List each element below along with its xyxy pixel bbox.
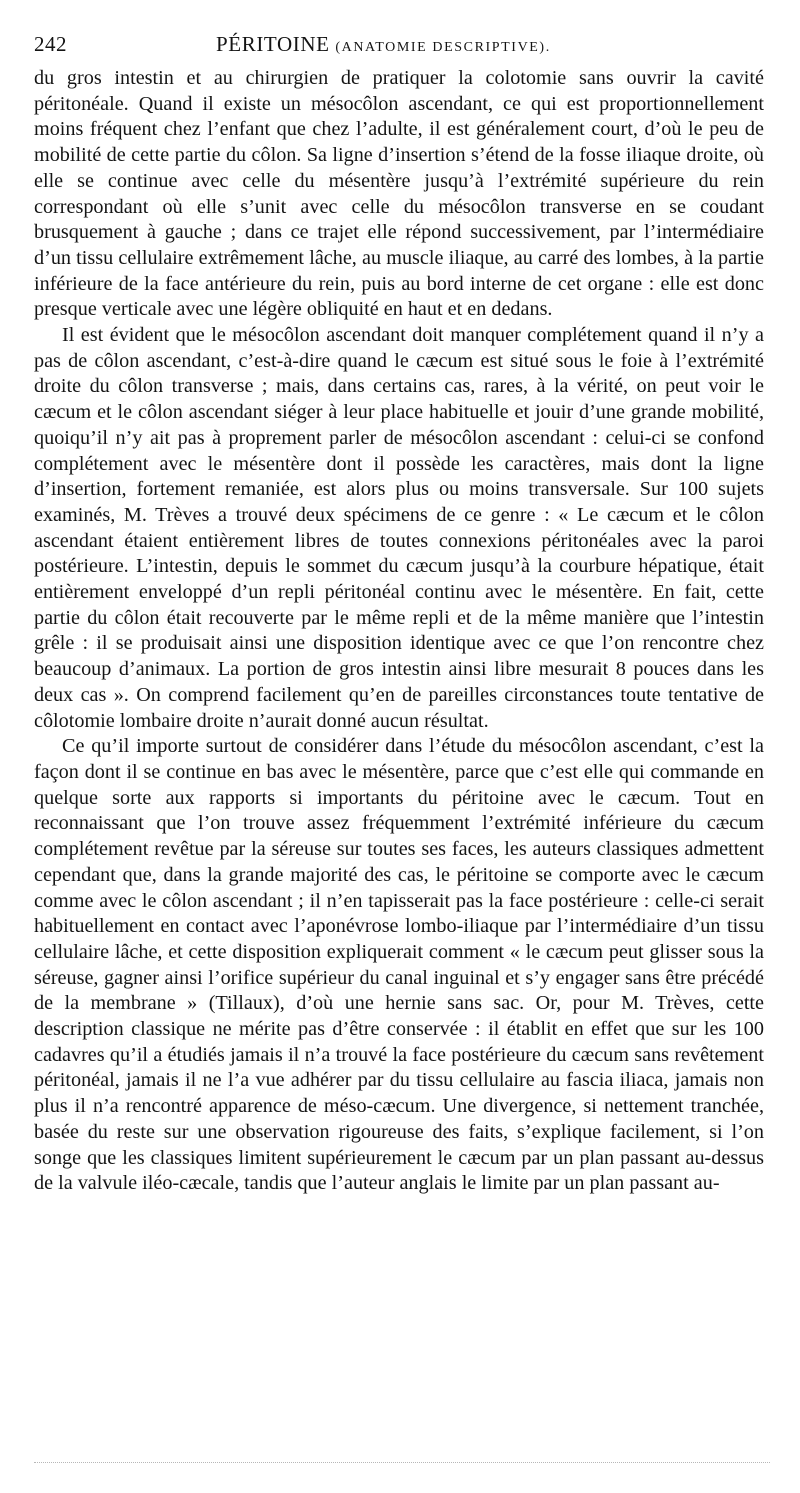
footer-divider (34, 1462, 770, 1463)
paragraph-mesocolon-absence: Il est évident que le mésocôlon ascendant doit manquer complétement quand il n’y a pas de côlon ascendant, c’est-à-dire quand le cæcum est situé sous le foie à l’extrémité droite du côlon transverse ; mais, dans certains cas, rares, à la vérité, on peut voir le cæcum et le côlon ascendant siéger à leur place habituelle et jouir d’une grande mobilité, quoiqu’il n’y ait pas à proprement parler de mésocôlon ascendant : celui-ci se confond complétement avec le mésentère dont il possède les caractères, mais dont la ligne d’insertion, fortement remaniée, est alors plus ou moins transversale. Sur 100 sujets examinés, M. Trèves a trouvé deux spécimens de ce genre : « Le cæcum et le côlon ascendant étaient entièrement libres de toutes connexions péritonéales avec la paroi postérieure. L’intestin, depuis le sommet du cæcum jusqu’à la courbure hépatique, était entièrement enveloppé d’un repli péritonéal continu avec le mésentère. En fait, cette partie du côlon était recouverte par le même repli et de la même manière que l’intestin grêle : il se produisait ainsi une disposition identique avec ce que l’on rencontre chez beaucoup d’animaux. La portion de gros intestin ainsi libre mesurait 8 pouces dans les deux cas ». On comprend facilement qu’en de pareilles circonstances toute tentative de côlotomie lombaire droite n’aurait donné aucun résultat. (34, 324, 764, 732)
running-title-main: PÉRITOINE (216, 32, 330, 56)
body-text (34, 66, 764, 1197)
paragraph-continued: du gros intestin et au chirurgien de pratiquer la colotomie sans ouvrir la cavité péritonéale. Quand il existe un mésocôlon ascendant, ce qui est proportionnellement moins fréquent chez l’enfant que chez l’adulte, il est généralement court, d’où le peu de mobilité de cette partie du côlon. Sa ligne d’insertion s’étend de la fosse iliaque droite, où elle se continue avec celle du mésentère jusqu’à l’extrémité supérieure du rein correspondant où elle s’unit avec celle du mésocôlon transverse en se coudant brusquement à gauche ; dans ce trajet elle répond successivement, par l’intermédiaire d’un tissu cellulaire extrêmement lâche, au muscle iliaque, au carré des lombes, à la partie inférieure de la face antérieure du rein, puis au bord interne de cet organe : elle est donc presque verticale avec une légère obliquité en haut et en dedans. (34, 67, 764, 321)
running-title (216, 32, 551, 57)
page-number: 242 (34, 32, 67, 56)
paragraph-caecum-relations: Ce qu’il importe surtout de considérer dans l’étude du mésocôlon ascendant, c’est la façon dont il se continue en bas avec le mésentère, parce que c’est elle qui commande en quelque sorte aux rapports si importants du péritoine avec le cæcum. Tout en reconnaissant que l’on trouve assez fréquemment l’extrémité inférieure du cæcum complétement revêtue par la séreuse sur toutes ses faces, les auteurs classiques admettent cependant que, dans la grande majorité des cas, le péritoine se comporte avec le cæcum comme avec le côlon ascendant ; il n’en tapisserait pas la face postérieure : celle-ci serait habituellement en contact avec l’aponévrose lombo-iliaque par l’intermédiaire d’un tissu cellulaire lâche, et cette disposition expliquerait comment « le cæcum peut glisser sous la séreuse, gagner ainsi l’orifice supérieur du canal inguinal et s’y engager sans être précédé de la membrane » (Tillaux), d’où une hernie sans sac. Or, pour M. Trèves, cette description classique ne mérite pas d’être conservée : il établit en effet que sur les 100 cadavres qu’il a étudiés jamais il n’a trouvé la face postérieure du cæcum sans revêtement péritonéal, jamais il ne l’a vue adhérer par du tissu cellulaire au fascia iliaca, jamais non plus il n’a rencontré apparence de méso-cæcum. Une divergence, si nettement tranchée, basée du reste sur une observation rigoureuse des faits, s’explique facilement, si l’on songe que les classiques limitent supérieurement le cæcum par un plan passant au-dessus de la valvule iléo-cæcale, tandis que l’auteur anglais le limite par un plan passant au- (34, 735, 764, 1195)
running-title-subtitle: (ANATOMIE DESCRIPTIVE). (335, 40, 551, 55)
running-head (34, 32, 770, 58)
